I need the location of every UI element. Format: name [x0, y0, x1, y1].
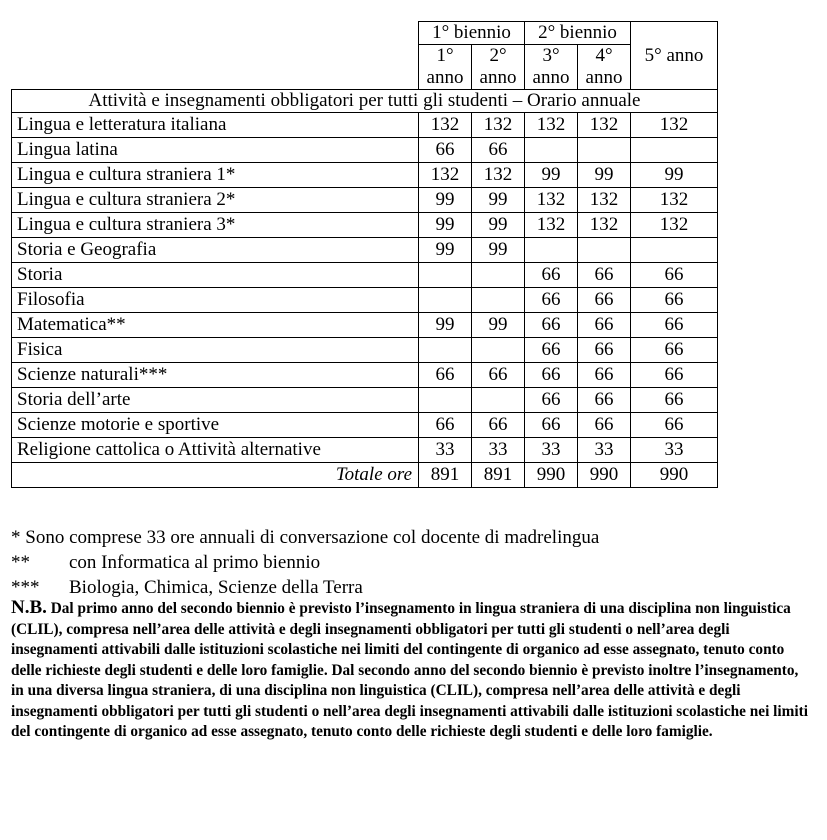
header-year-2: 2° anno — [472, 45, 525, 90]
header-year-3: 3° anno — [525, 45, 578, 90]
hours-cell: 132 — [631, 213, 718, 238]
subject-name: Lingua e cultura straniera 1* — [12, 163, 419, 188]
hours-cell — [631, 238, 718, 263]
footnote-mark: ** — [11, 552, 30, 573]
footnote-mark: * — [11, 527, 21, 548]
table-row — [12, 163, 718, 188]
subject-name: Storia e Geografia — [12, 238, 419, 263]
total-label: Totale ore — [12, 463, 419, 488]
hours-cell — [578, 138, 631, 163]
subject-name: Storia — [12, 263, 419, 288]
table-row — [12, 438, 718, 463]
hours-cell: 66 — [578, 313, 631, 338]
section-title: Attività e insegnamenti obbligatori per tutti gli studenti – Orario annuale — [12, 90, 718, 113]
subject-name: Religione cattolica o Attività alternative — [12, 438, 419, 463]
hours-cell: 132 — [525, 113, 578, 138]
hours-cell: 99 — [525, 163, 578, 188]
hours-cell: 132 — [578, 213, 631, 238]
hours-cell: 132 — [419, 113, 472, 138]
hours-cell: 66 — [631, 388, 718, 413]
hours-cell: 99 — [472, 188, 525, 213]
hours-cell — [472, 288, 525, 313]
footnote-mark: *** — [11, 577, 40, 598]
hours-cell: 132 — [525, 188, 578, 213]
hours-cell: 66 — [631, 413, 718, 438]
table-row — [12, 288, 718, 313]
table-row — [12, 413, 718, 438]
hours-cell: 66 — [525, 388, 578, 413]
hours-cell: 66 — [631, 263, 718, 288]
hours-cell: 66 — [419, 413, 472, 438]
footnote-2 — [11, 550, 599, 575]
hours-cell: 132 — [472, 113, 525, 138]
table-row — [12, 113, 718, 138]
subject-name: Lingua e letteratura italiana — [12, 113, 419, 138]
subject-name: Filosofia — [12, 288, 419, 313]
footnote-text: con Informatica al primo biennio — [69, 552, 321, 573]
hours-cell: 66 — [578, 388, 631, 413]
hours-cell: 66 — [525, 413, 578, 438]
hours-cell: 132 — [631, 113, 718, 138]
table-row — [12, 188, 718, 213]
hours-cell: 132 — [578, 188, 631, 213]
hours-cell — [419, 388, 472, 413]
hours-cell — [472, 338, 525, 363]
hours-cell: 99 — [419, 313, 472, 338]
table-row — [12, 213, 718, 238]
hours-cell: 132 — [419, 163, 472, 188]
table-row — [12, 388, 718, 413]
total-value: 891 — [472, 463, 525, 488]
hours-cell: 66 — [578, 363, 631, 388]
hours-cell: 66 — [419, 363, 472, 388]
header-biennio-2: 2° biennio — [525, 22, 631, 45]
subject-name: Scienze naturali*** — [12, 363, 419, 388]
total-value: 990 — [525, 463, 578, 488]
hours-cell: 33 — [525, 438, 578, 463]
header-year-4: 4° anno — [578, 45, 631, 90]
hours-cell — [525, 138, 578, 163]
footnote-1 — [11, 525, 599, 550]
subject-name: Storia dell’arte — [12, 388, 419, 413]
header-spacer — [12, 45, 419, 90]
schedule-table — [11, 21, 718, 488]
header-year-5: 5° anno — [631, 22, 718, 90]
total-value: 990 — [631, 463, 718, 488]
hours-cell: 132 — [525, 213, 578, 238]
footnotes — [11, 525, 599, 600]
hours-cell: 33 — [631, 438, 718, 463]
hours-cell: 33 — [578, 438, 631, 463]
table-row — [12, 263, 718, 288]
hours-cell: 66 — [631, 363, 718, 388]
hours-cell — [472, 388, 525, 413]
hours-cell: 132 — [631, 188, 718, 213]
table-row — [12, 238, 718, 263]
table-row — [12, 363, 718, 388]
hours-cell: 66 — [578, 338, 631, 363]
nb-label: N.B. — [11, 597, 47, 618]
header-year-1: 1° anno — [419, 45, 472, 90]
hours-cell: 66 — [578, 263, 631, 288]
hours-cell: 132 — [578, 113, 631, 138]
hours-cell: 99 — [472, 313, 525, 338]
total-value: 990 — [578, 463, 631, 488]
hours-cell: 66 — [472, 413, 525, 438]
hours-cell — [419, 338, 472, 363]
hours-cell: 66 — [631, 313, 718, 338]
nb-paragraph — [11, 598, 811, 743]
footnote-3 — [11, 575, 599, 600]
total-value: 891 — [419, 463, 472, 488]
hours-cell: 66 — [525, 288, 578, 313]
header-biennio-1: 1° biennio — [419, 22, 525, 45]
hours-cell — [578, 238, 631, 263]
hours-cell: 66 — [525, 363, 578, 388]
hours-cell — [419, 263, 472, 288]
hours-cell: 99 — [578, 163, 631, 188]
table-row — [12, 338, 718, 363]
hours-cell: 33 — [419, 438, 472, 463]
hours-cell: 66 — [631, 338, 718, 363]
hours-cell: 66 — [525, 313, 578, 338]
hours-cell — [525, 238, 578, 263]
hours-cell: 99 — [419, 188, 472, 213]
subject-name: Lingua latina — [12, 138, 419, 163]
nb-text: Dal primo anno del secondo biennio è previsto l’insegnamento in lingua straniera di una disciplina non linguistica (CLIL), compresa nell’area delle attività e degli insegnamenti obbligatori per tutti gli studenti o nell’area degli insegnamenti attivabili dalle istituzioni scolastiche nei limiti del contingente di organico ad esse assegnato, tenuto conto delle richieste degli studenti e delle loro famiglie. Dal secondo anno del secondo biennio è previsto inoltre l’insegnamento, in una diversa lingua straniera, di una disciplina non linguistica (CLIL), compresa nell’area delle attività e degli insegnamenti obbligatori per tutti gli studenti o nell’area degli insegnamenti attivabili dalle istituzioni scolastiche nei limiti del contingente di organico ad esse assegnato, tenuto conto delle richieste degli studenti e delle loro famiglie. — [11, 600, 808, 740]
subject-name: Lingua e cultura straniera 3* — [12, 213, 419, 238]
subject-name: Matematica** — [12, 313, 419, 338]
table-row — [12, 313, 718, 338]
hours-cell: 66 — [578, 413, 631, 438]
hours-cell: 99 — [631, 163, 718, 188]
hours-cell: 66 — [419, 138, 472, 163]
footnote-text: Sono comprese 33 ore annuali di conversazione col docente di madrelingua — [25, 527, 600, 548]
subject-name: Fisica — [12, 338, 419, 363]
hours-cell — [472, 263, 525, 288]
footnote-text: Biologia, Chimica, Scienze della Terra — [69, 577, 363, 598]
hours-cell: 99 — [472, 213, 525, 238]
hours-cell: 66 — [631, 288, 718, 313]
hours-cell: 66 — [525, 263, 578, 288]
hours-cell — [419, 288, 472, 313]
hours-cell: 66 — [525, 338, 578, 363]
subject-name: Lingua e cultura straniera 2* — [12, 188, 419, 213]
hours-cell: 66 — [578, 288, 631, 313]
hours-cell: 99 — [419, 238, 472, 263]
table-row — [12, 138, 718, 163]
hours-cell: 99 — [472, 238, 525, 263]
hours-cell: 66 — [472, 138, 525, 163]
hours-cell — [631, 138, 718, 163]
hours-cell: 132 — [472, 163, 525, 188]
hours-cell: 99 — [419, 213, 472, 238]
header-spacer — [12, 22, 419, 45]
hours-cell: 66 — [472, 363, 525, 388]
hours-cell: 33 — [472, 438, 525, 463]
subject-name: Scienze motorie e sportive — [12, 413, 419, 438]
